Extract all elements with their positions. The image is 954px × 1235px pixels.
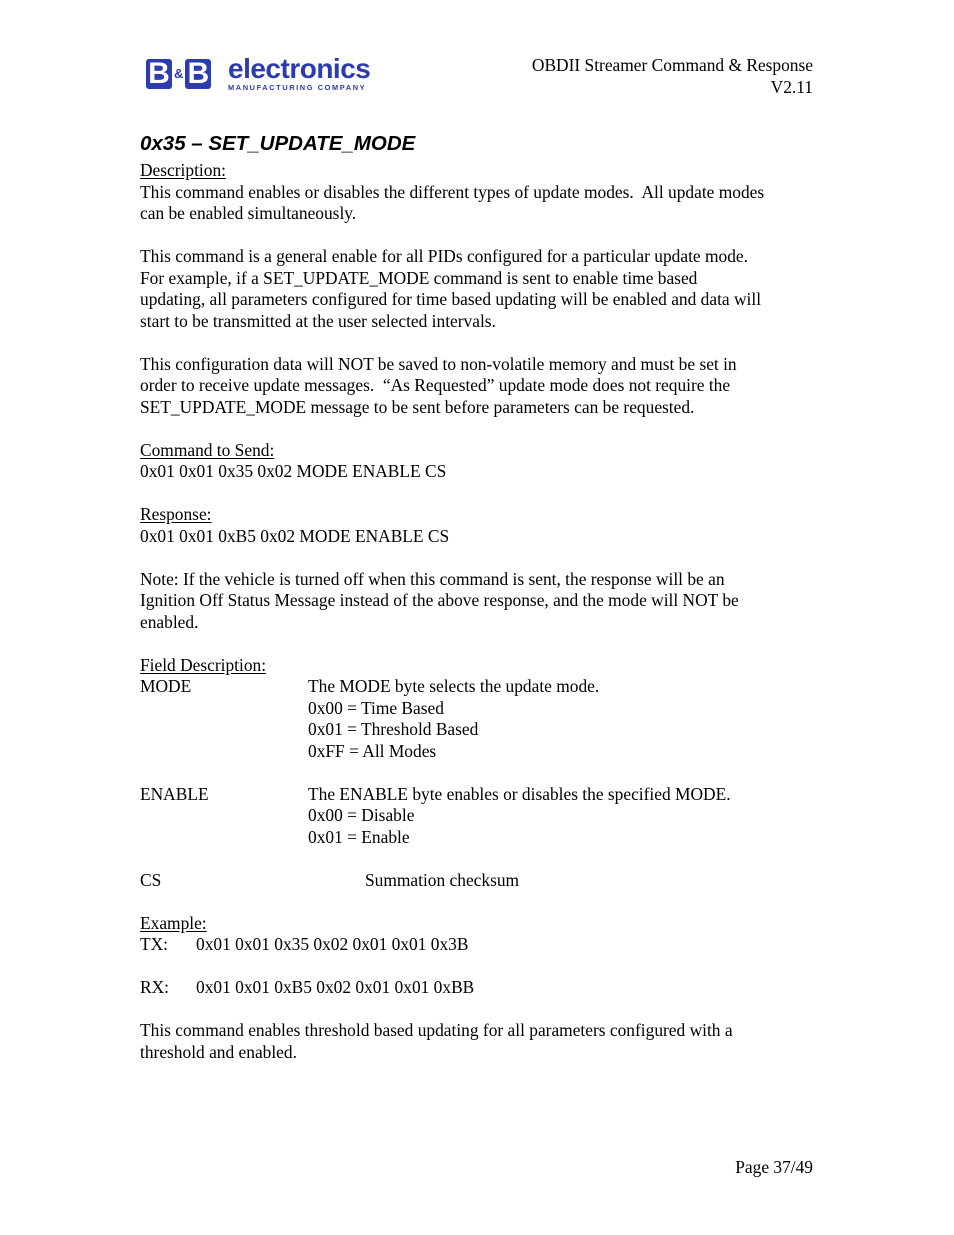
section-heading: 0x35 – SET_UPDATE_MODE	[140, 132, 416, 155]
command-value: 0x01 0x01 0x35 0x02 MODE ENABLE CS	[140, 461, 447, 481]
field-mode-option: 0x01 = Threshold Based	[308, 719, 479, 739]
doc-version: V2.11	[770, 77, 813, 97]
field-enable-desc: The ENABLE byte enables or disables the specified MODE.	[308, 784, 731, 804]
page-number: Page 37/49	[735, 1157, 813, 1177]
response-label: Response:	[140, 504, 212, 524]
description-line: This command is a general enable for all PIDs configured for a particular update mode.	[140, 246, 748, 266]
note-line: Ignition Off Status Message instead of the above response, and the mode will NOT be	[140, 590, 739, 610]
example-label: Example:	[140, 913, 207, 933]
description-line: order to receive update messages. “As Requested” update mode does not require the	[140, 375, 731, 395]
logo-mark	[146, 57, 211, 90]
field-mode-option: 0x00 = Time Based	[308, 698, 444, 718]
note-line: enabled.	[140, 612, 199, 632]
command-label: Command to Send:	[140, 440, 275, 460]
description-line: For example, if a SET_UPDATE_MODE command is sent to enable time based	[140, 268, 698, 288]
description-line: This command enables or disables the different types of update modes. All update modes	[140, 182, 765, 202]
field-enable-option: 0x00 = Disable	[308, 805, 415, 825]
description-line: updating, all parameters configured for time based updating will be enabled and data will	[140, 289, 762, 309]
logo-wordmark: electronics	[228, 53, 371, 84]
field-mode-option: 0xFF = All Modes	[308, 741, 437, 761]
closing-line: threshold and enabled.	[140, 1042, 297, 1062]
closing-line: This command enables threshold based updating for all parameters configured with a	[140, 1020, 733, 1040]
field-mode-desc: The MODE byte selects the update mode.	[308, 676, 600, 696]
description-line: SET_UPDATE_MODE message to be sent before parameters can be requested.	[140, 397, 695, 417]
logo-ampersand: &	[174, 66, 184, 81]
logo-letter-right: B	[185, 59, 211, 89]
field-enable-option: 0x01 = Enable	[308, 827, 410, 847]
example-rx-label: RX:	[140, 977, 169, 997]
logo-letter-left: B	[146, 59, 172, 89]
doc-title: OBDII Streamer Command & Response	[531, 55, 813, 75]
response-value: 0x01 0x01 0xB5 0x02 MODE ENABLE CS	[140, 526, 450, 546]
company-logo	[146, 53, 392, 93]
description-line: can be enabled simultaneously.	[140, 203, 357, 223]
example-tx-value: 0x01 0x01 0x35 0x02 0x01 0x01 0x3B	[196, 934, 469, 954]
field-name-mode: MODE	[140, 676, 192, 696]
field-name-enable: ENABLE	[140, 784, 209, 804]
description-label: Description:	[140, 160, 226, 180]
description-line: This configuration data will NOT be saved to non-volatile memory and must be set in	[140, 354, 737, 374]
logo-subtitle: MANUFACTURING COMPANY	[228, 83, 367, 92]
field-name-cs: CS	[140, 870, 162, 890]
field-cs-desc: Summation checksum	[365, 870, 520, 890]
description-line: start to be transmitted at the user selected intervals.	[140, 311, 496, 331]
example-tx-label: TX:	[140, 934, 169, 954]
example-rx-value: 0x01 0x01 0xB5 0x02 0x01 0x01 0xBB	[196, 977, 475, 997]
note-line: Note: If the vehicle is turned off when this command is sent, the response will be an	[140, 569, 725, 589]
field-description-label: Field Description:	[140, 655, 267, 675]
